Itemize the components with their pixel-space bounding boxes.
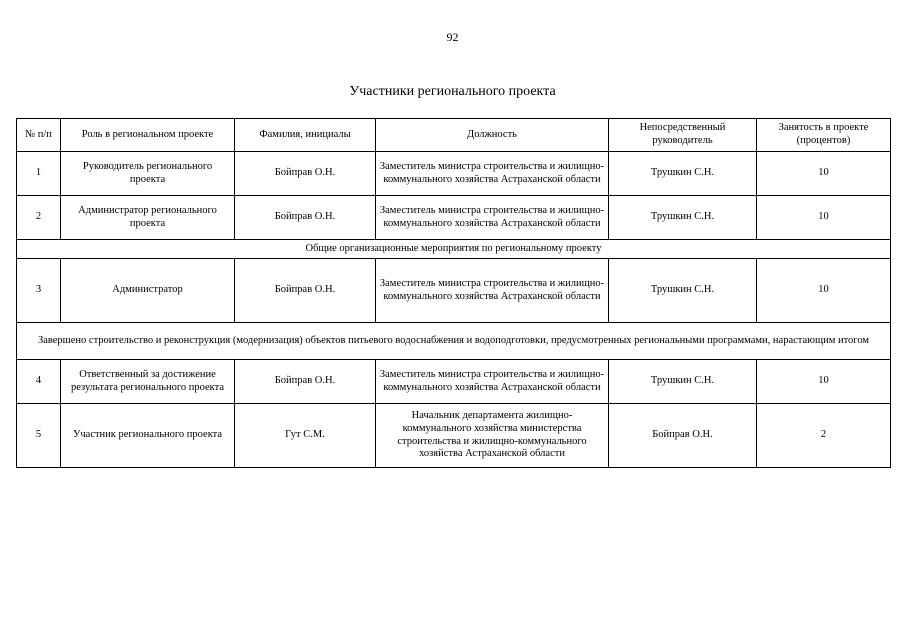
header-supervisor: Непосредственный руководитель <box>609 119 757 152</box>
cell-load: 10 <box>757 196 891 240</box>
header-load: Занятость в проекте (процентов) <box>757 119 891 152</box>
table-row <box>17 196 891 240</box>
cell-role: Руководитель регионального проекта <box>61 152 235 196</box>
header-number: № п/п <box>17 119 61 152</box>
cell-role: Ответственный за достижение результата регионального проекта <box>61 360 235 404</box>
cell-number: 2 <box>17 196 61 240</box>
cell-position: Заместитель министра строительства и жилищно-коммунального хозяйства Астраханской области <box>376 360 609 404</box>
cell-load: 10 <box>757 152 891 196</box>
cell-number: 5 <box>17 404 61 468</box>
table-row <box>17 360 891 404</box>
cell-supervisor: Бойправ О.Н. <box>609 404 757 468</box>
table-header-row <box>17 119 891 152</box>
header-role: Роль в региональном проекте <box>61 119 235 152</box>
cell-role: Участник регионального проекта <box>61 404 235 468</box>
section-heading: Общие организационные мероприятия по региональному проекту <box>17 240 891 259</box>
cell-position: Заместитель министра строительства и жилищно-коммунального хозяйства Астраханской области <box>376 196 609 240</box>
section-row <box>17 240 891 259</box>
table-row <box>17 152 891 196</box>
table-row <box>17 259 891 323</box>
cell-number: 3 <box>17 259 61 323</box>
cell-supervisor: Трушкин С.Н. <box>609 152 757 196</box>
cell-name: Бойправ О.Н. <box>235 259 376 323</box>
cell-role: Администратор <box>61 259 235 323</box>
cell-name: Бойправ О.Н. <box>235 360 376 404</box>
section-row <box>17 323 891 360</box>
cell-role: Администратор регионального проекта <box>61 196 235 240</box>
cell-supervisor: Трушкин С.Н. <box>609 259 757 323</box>
cell-position: Заместитель министра строительства и жилищно-коммунального хозяйства Астраханской области <box>376 152 609 196</box>
cell-name: Бойправ О.Н. <box>235 196 376 240</box>
header-name: Фамилия, инициалы <box>235 119 376 152</box>
cell-load: 10 <box>757 360 891 404</box>
cell-name: Бойправ О.Н. <box>235 152 376 196</box>
cell-number: 4 <box>17 360 61 404</box>
cell-position: Заместитель министра строительства и жилищно-коммунального хозяйства Астраханской области <box>376 259 609 323</box>
section-heading: Завершено строительство и реконструкция (модернизация) объектов питьевого водоснабжения и водоподготовки, предусмотренных региональными программами, нарастающим итогом <box>17 323 891 360</box>
page-number: 92 <box>446 30 459 44</box>
cell-supervisor: Трушкин С.Н. <box>609 196 757 240</box>
table-row <box>17 404 891 468</box>
page-title: Участники регионального проекта <box>349 84 556 99</box>
cell-number: 1 <box>17 152 61 196</box>
cell-name: Гут С.М. <box>235 404 376 468</box>
cell-load: 10 <box>757 259 891 323</box>
participants-table <box>16 118 891 468</box>
cell-supervisor: Трушкин С.Н. <box>609 360 757 404</box>
header-position: Должность <box>376 119 609 152</box>
cell-position: Начальник департамента жилищно-коммунального хозяйства министерства строительства и жилищно-коммунального хозяйства Астраханской области <box>376 404 609 468</box>
cell-load: 2 <box>757 404 891 468</box>
